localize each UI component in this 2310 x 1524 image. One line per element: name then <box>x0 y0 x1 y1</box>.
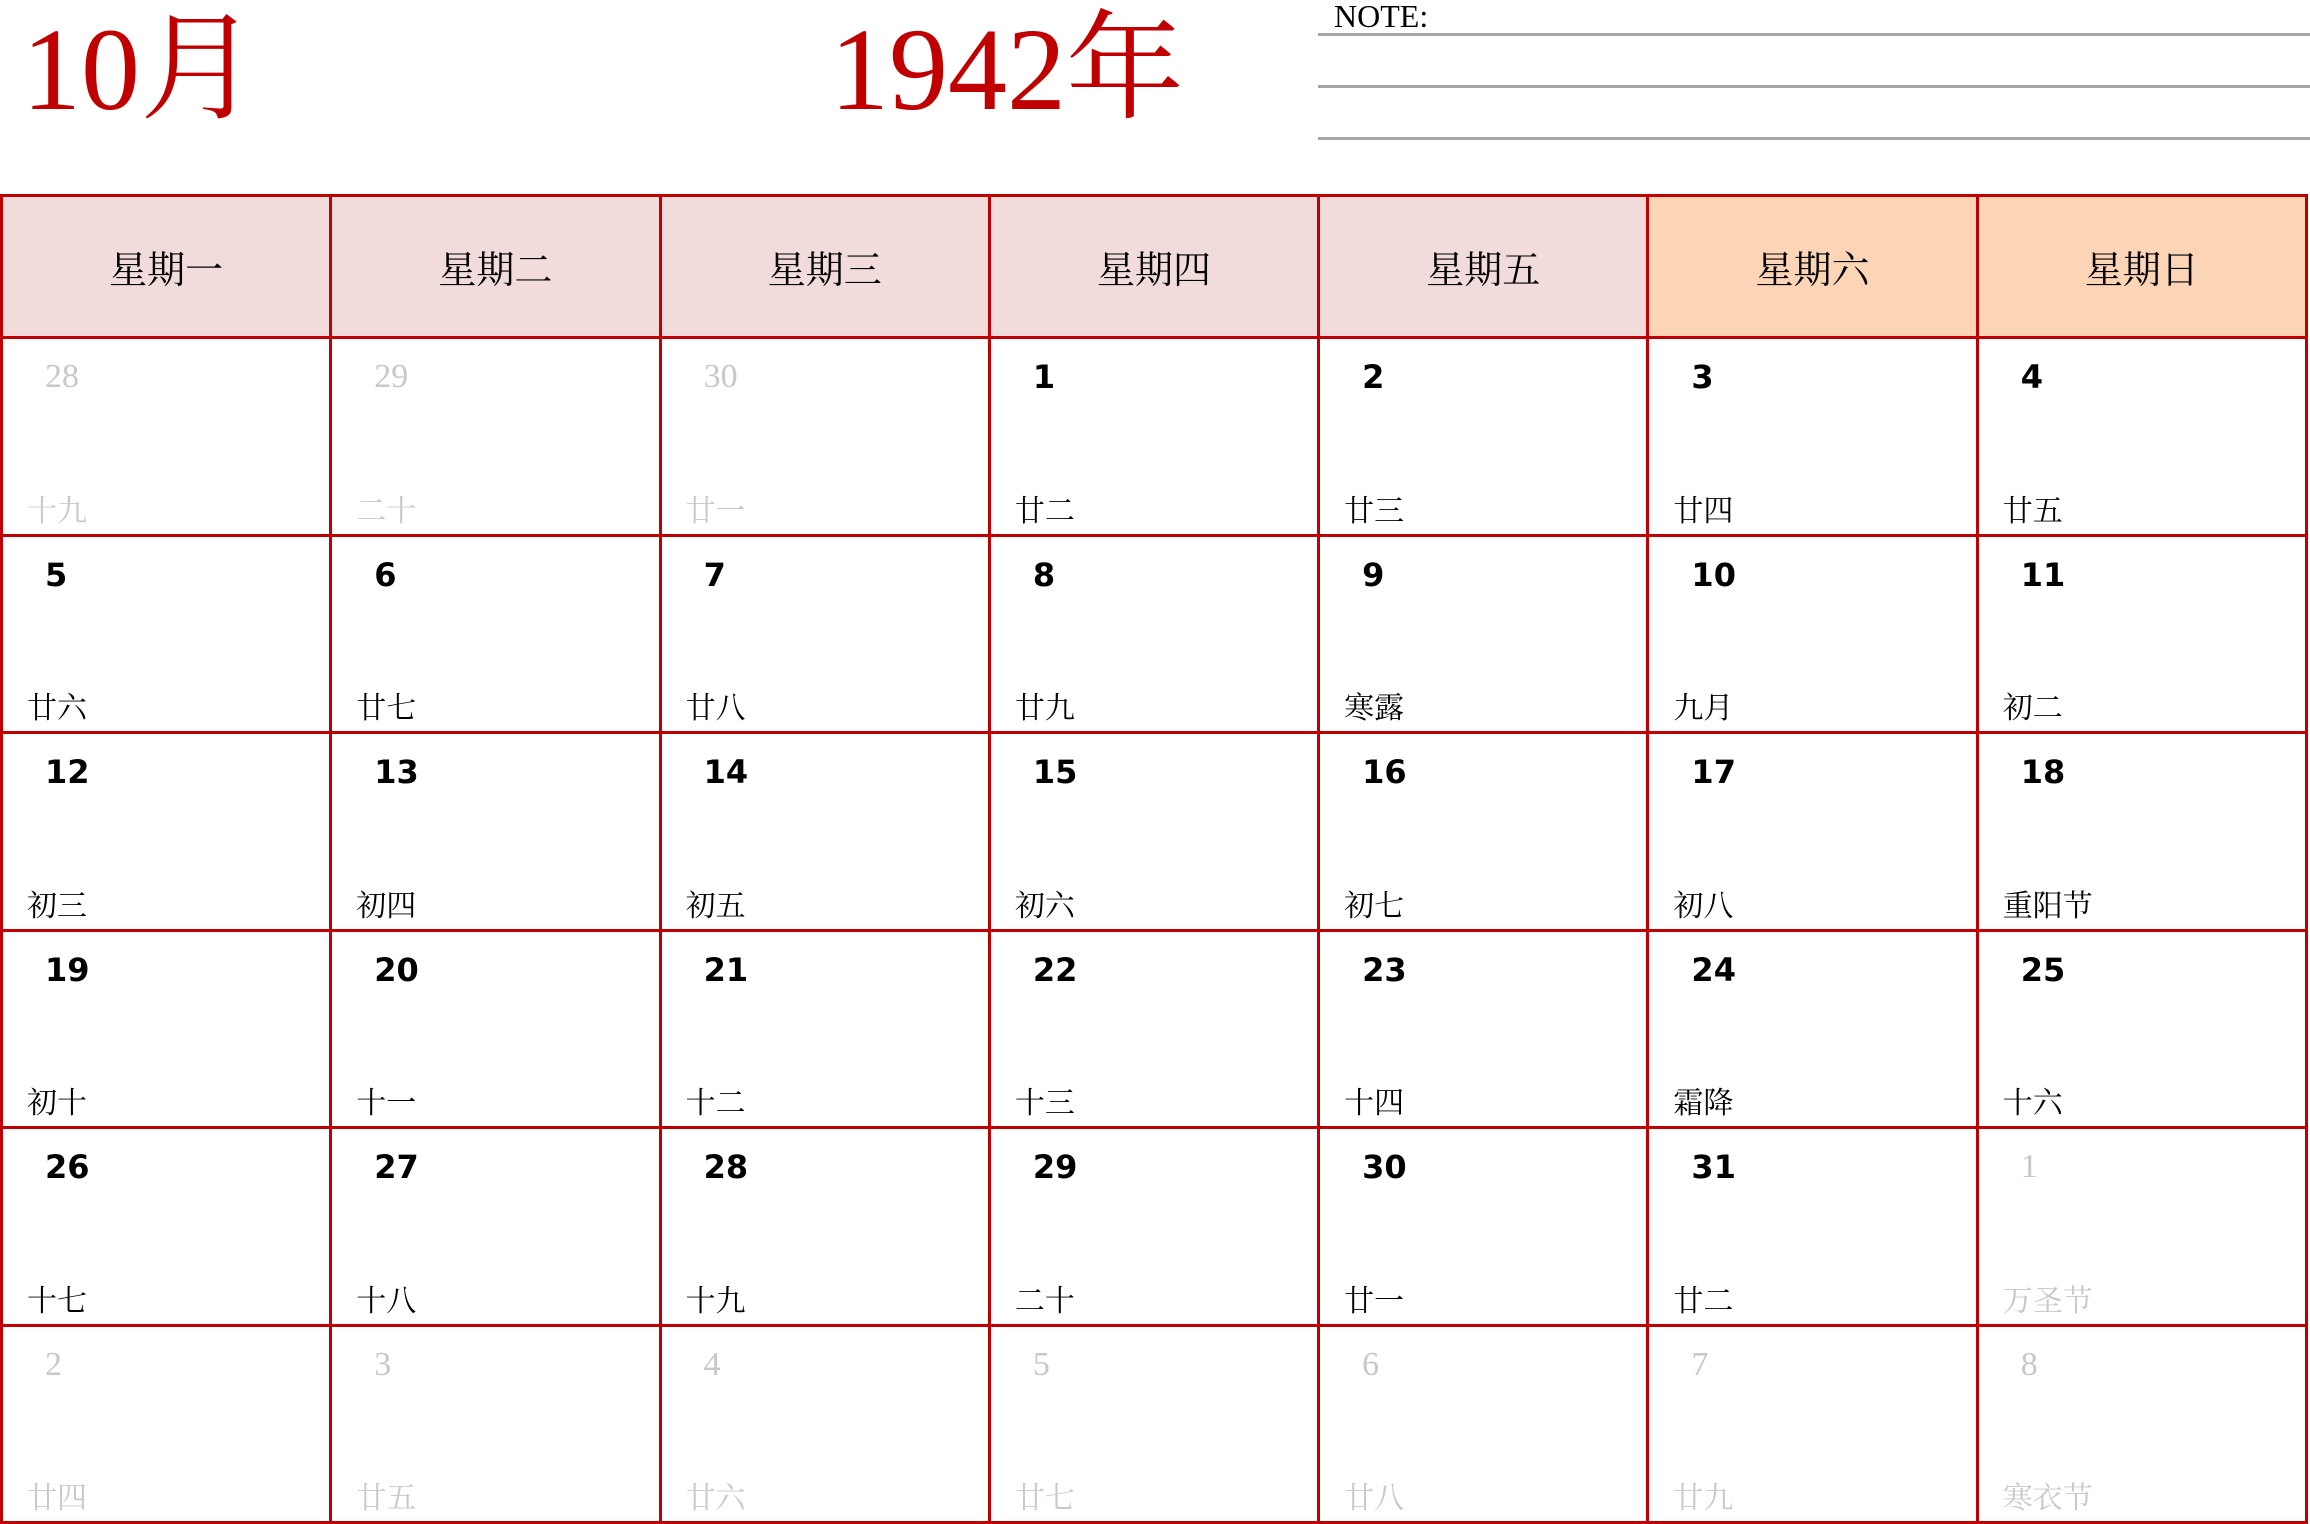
lunar-date: 初七 <box>1344 888 1405 924</box>
lunar-date: 廿九 <box>1673 1481 1734 1516</box>
lunar-date: 廿六 <box>685 1481 746 1516</box>
day-number: 6 <box>1362 1345 1380 1383</box>
lunar-date: 初二 <box>2002 691 2063 726</box>
day-cell[interactable] <box>1979 932 2308 1130</box>
day-number: 1 <box>2020 1148 2038 1185</box>
day-number: 29 <box>374 358 409 395</box>
lunar-date: 廿四 <box>27 1481 87 1516</box>
day-cell[interactable] <box>332 1129 661 1327</box>
day-cell[interactable] <box>332 537 661 735</box>
day-number: 14 <box>703 753 749 791</box>
calendar-grid <box>0 194 2308 1524</box>
weekday-header-mon: 星期一 <box>3 197 332 339</box>
day-cell[interactable] <box>1649 339 1978 537</box>
day-number: 17 <box>1691 753 1736 791</box>
day-cell[interactable] <box>1320 1129 1649 1327</box>
day-number: 18 <box>2020 753 2066 791</box>
day-cell[interactable] <box>1649 932 1978 1130</box>
day-cell[interactable] <box>662 1327 991 1524</box>
day-number: 29 <box>1032 1148 1078 1186</box>
month-title: 10月 <box>22 4 259 135</box>
day-cell[interactable] <box>3 1129 332 1327</box>
lunar-date: 初八 <box>1673 888 1734 924</box>
day-number: 26 <box>45 1148 90 1186</box>
day-cell[interactable] <box>662 339 991 537</box>
lunar-date: 九月 <box>1673 691 1734 726</box>
day-number: 9 <box>1362 555 1385 594</box>
day-number: 30 <box>703 358 738 395</box>
lunar-date: 十九 <box>27 493 87 529</box>
lunar-date: 廿八 <box>1344 1481 1405 1516</box>
day-cell[interactable] <box>1649 537 1978 735</box>
day-number: 1 <box>1032 358 1056 396</box>
day-number: 12 <box>45 753 90 791</box>
day-number: 25 <box>2020 950 2066 989</box>
day-cell[interactable] <box>3 932 332 1130</box>
day-number: 15 <box>1032 753 1078 791</box>
day-number: 20 <box>374 950 419 989</box>
lunar-date: 二十 <box>1014 1283 1075 1319</box>
day-cell[interactable] <box>1979 537 2308 735</box>
day-cell[interactable] <box>1979 1327 2308 1524</box>
day-cell[interactable] <box>332 932 661 1130</box>
lunar-date: 十八 <box>356 1283 417 1319</box>
year-title: 1942年 <box>830 4 1185 135</box>
lunar-date: 十二 <box>685 1086 746 1121</box>
lunar-date: 十一 <box>356 1086 417 1121</box>
lunar-date: 初十 <box>27 1086 87 1121</box>
day-number: 22 <box>1032 950 1078 989</box>
day-cell[interactable] <box>332 1327 661 1524</box>
weekday-header-sun: 星期日 <box>1979 197 2308 339</box>
day-cell[interactable] <box>1320 1327 1649 1524</box>
lunar-date: 十七 <box>27 1283 87 1319</box>
day-number: 16 <box>1362 753 1407 791</box>
day-cell[interactable] <box>1320 932 1649 1130</box>
day-cell[interactable] <box>1649 734 1978 932</box>
day-cell[interactable] <box>1320 734 1649 932</box>
day-cell[interactable] <box>662 1129 991 1327</box>
day-cell[interactable] <box>1320 537 1649 735</box>
day-number: 27 <box>374 1148 419 1186</box>
day-cell[interactable] <box>3 734 332 932</box>
day-cell[interactable] <box>1649 1129 1978 1327</box>
day-cell[interactable] <box>991 734 1320 932</box>
lunar-date: 初五 <box>685 888 746 924</box>
day-number: 13 <box>374 753 419 791</box>
day-cell[interactable] <box>1320 339 1649 537</box>
day-number: 4 <box>2020 358 2043 396</box>
day-cell[interactable] <box>991 339 1320 537</box>
day-cell[interactable] <box>991 932 1320 1130</box>
lunar-date: 万圣节 <box>2002 1283 2093 1319</box>
lunar-date: 二十 <box>356 493 417 529</box>
note-line <box>1318 137 2310 140</box>
day-number: 11 <box>2020 555 2066 594</box>
day-number: 8 <box>2020 1345 2038 1383</box>
lunar-date: 廿七 <box>356 691 417 726</box>
lunar-date: 廿一 <box>1344 1283 1405 1319</box>
lunar-date: 寒衣节 <box>2002 1481 2093 1516</box>
lunar-date: 廿一 <box>685 493 746 529</box>
day-cell[interactable] <box>662 537 991 735</box>
weekday-header-wed: 星期三 <box>662 197 991 339</box>
lunar-date: 寒露 <box>1344 691 1405 726</box>
weekday-header-fri: 星期五 <box>1320 197 1649 339</box>
lunar-date: 廿三 <box>1344 493 1405 529</box>
day-number: 21 <box>703 950 749 989</box>
lunar-date: 廿六 <box>27 691 87 726</box>
day-number: 2 <box>1362 358 1385 396</box>
lunar-date: 重阳节 <box>2002 888 2093 924</box>
lunar-date: 十六 <box>2002 1086 2063 1121</box>
day-number: 7 <box>1691 1345 1709 1383</box>
note-line <box>1318 33 2310 36</box>
lunar-date: 廿八 <box>685 691 746 726</box>
day-number: 24 <box>1691 950 1736 989</box>
day-cell[interactable] <box>332 734 661 932</box>
lunar-date: 廿九 <box>1014 691 1075 726</box>
day-number: 5 <box>1032 1345 1050 1383</box>
lunar-date: 廿二 <box>1673 1283 1734 1319</box>
note-label: NOTE: <box>1334 0 1429 34</box>
lunar-date: 廿五 <box>356 1481 417 1516</box>
day-number: 3 <box>374 1345 392 1383</box>
day-number: 8 <box>1032 555 1056 594</box>
weekday-header-tue: 星期二 <box>332 197 661 339</box>
day-cell[interactable] <box>332 339 661 537</box>
day-number: 6 <box>374 555 397 594</box>
day-cell[interactable] <box>1649 1327 1978 1524</box>
day-number: 4 <box>703 1345 721 1383</box>
day-number: 28 <box>45 358 79 395</box>
lunar-date: 十九 <box>685 1283 746 1319</box>
lunar-date: 十四 <box>1344 1086 1405 1121</box>
lunar-date: 霜降 <box>1673 1086 1734 1121</box>
lunar-date: 十三 <box>1014 1086 1075 1121</box>
day-number: 2 <box>45 1345 62 1383</box>
day-cell[interactable] <box>1979 734 2308 932</box>
day-number: 5 <box>45 555 68 594</box>
lunar-date: 初三 <box>27 888 87 924</box>
lunar-date: 廿五 <box>2002 493 2063 529</box>
day-number: 19 <box>45 950 90 989</box>
lunar-date: 廿二 <box>1014 493 1075 529</box>
day-cell[interactable] <box>3 339 332 537</box>
note-line <box>1318 85 2310 88</box>
day-cell[interactable] <box>1979 339 2308 537</box>
day-number: 10 <box>1691 555 1736 594</box>
lunar-date: 廿四 <box>1673 493 1734 529</box>
day-cell[interactable] <box>3 1327 332 1524</box>
note-area <box>1318 0 2310 145</box>
lunar-date: 初六 <box>1014 888 1075 924</box>
day-cell[interactable] <box>991 1129 1320 1327</box>
day-number: 23 <box>1362 950 1407 989</box>
day-cell[interactable] <box>991 537 1320 735</box>
weekday-header-sat: 星期六 <box>1649 197 1978 339</box>
day-number: 28 <box>703 1148 749 1186</box>
lunar-date: 廿七 <box>1014 1481 1075 1516</box>
day-cell[interactable] <box>991 1327 1320 1524</box>
day-number: 30 <box>1362 1148 1407 1186</box>
weekday-header-thu: 星期四 <box>991 197 1320 339</box>
day-cell[interactable] <box>1979 1129 2308 1327</box>
day-cell[interactable] <box>662 734 991 932</box>
day-number: 7 <box>703 555 726 594</box>
day-cell[interactable] <box>662 932 991 1130</box>
day-number: 31 <box>1691 1148 1736 1186</box>
day-cell[interactable] <box>3 537 332 735</box>
lunar-date: 初四 <box>356 888 417 924</box>
day-number: 3 <box>1691 358 1714 396</box>
